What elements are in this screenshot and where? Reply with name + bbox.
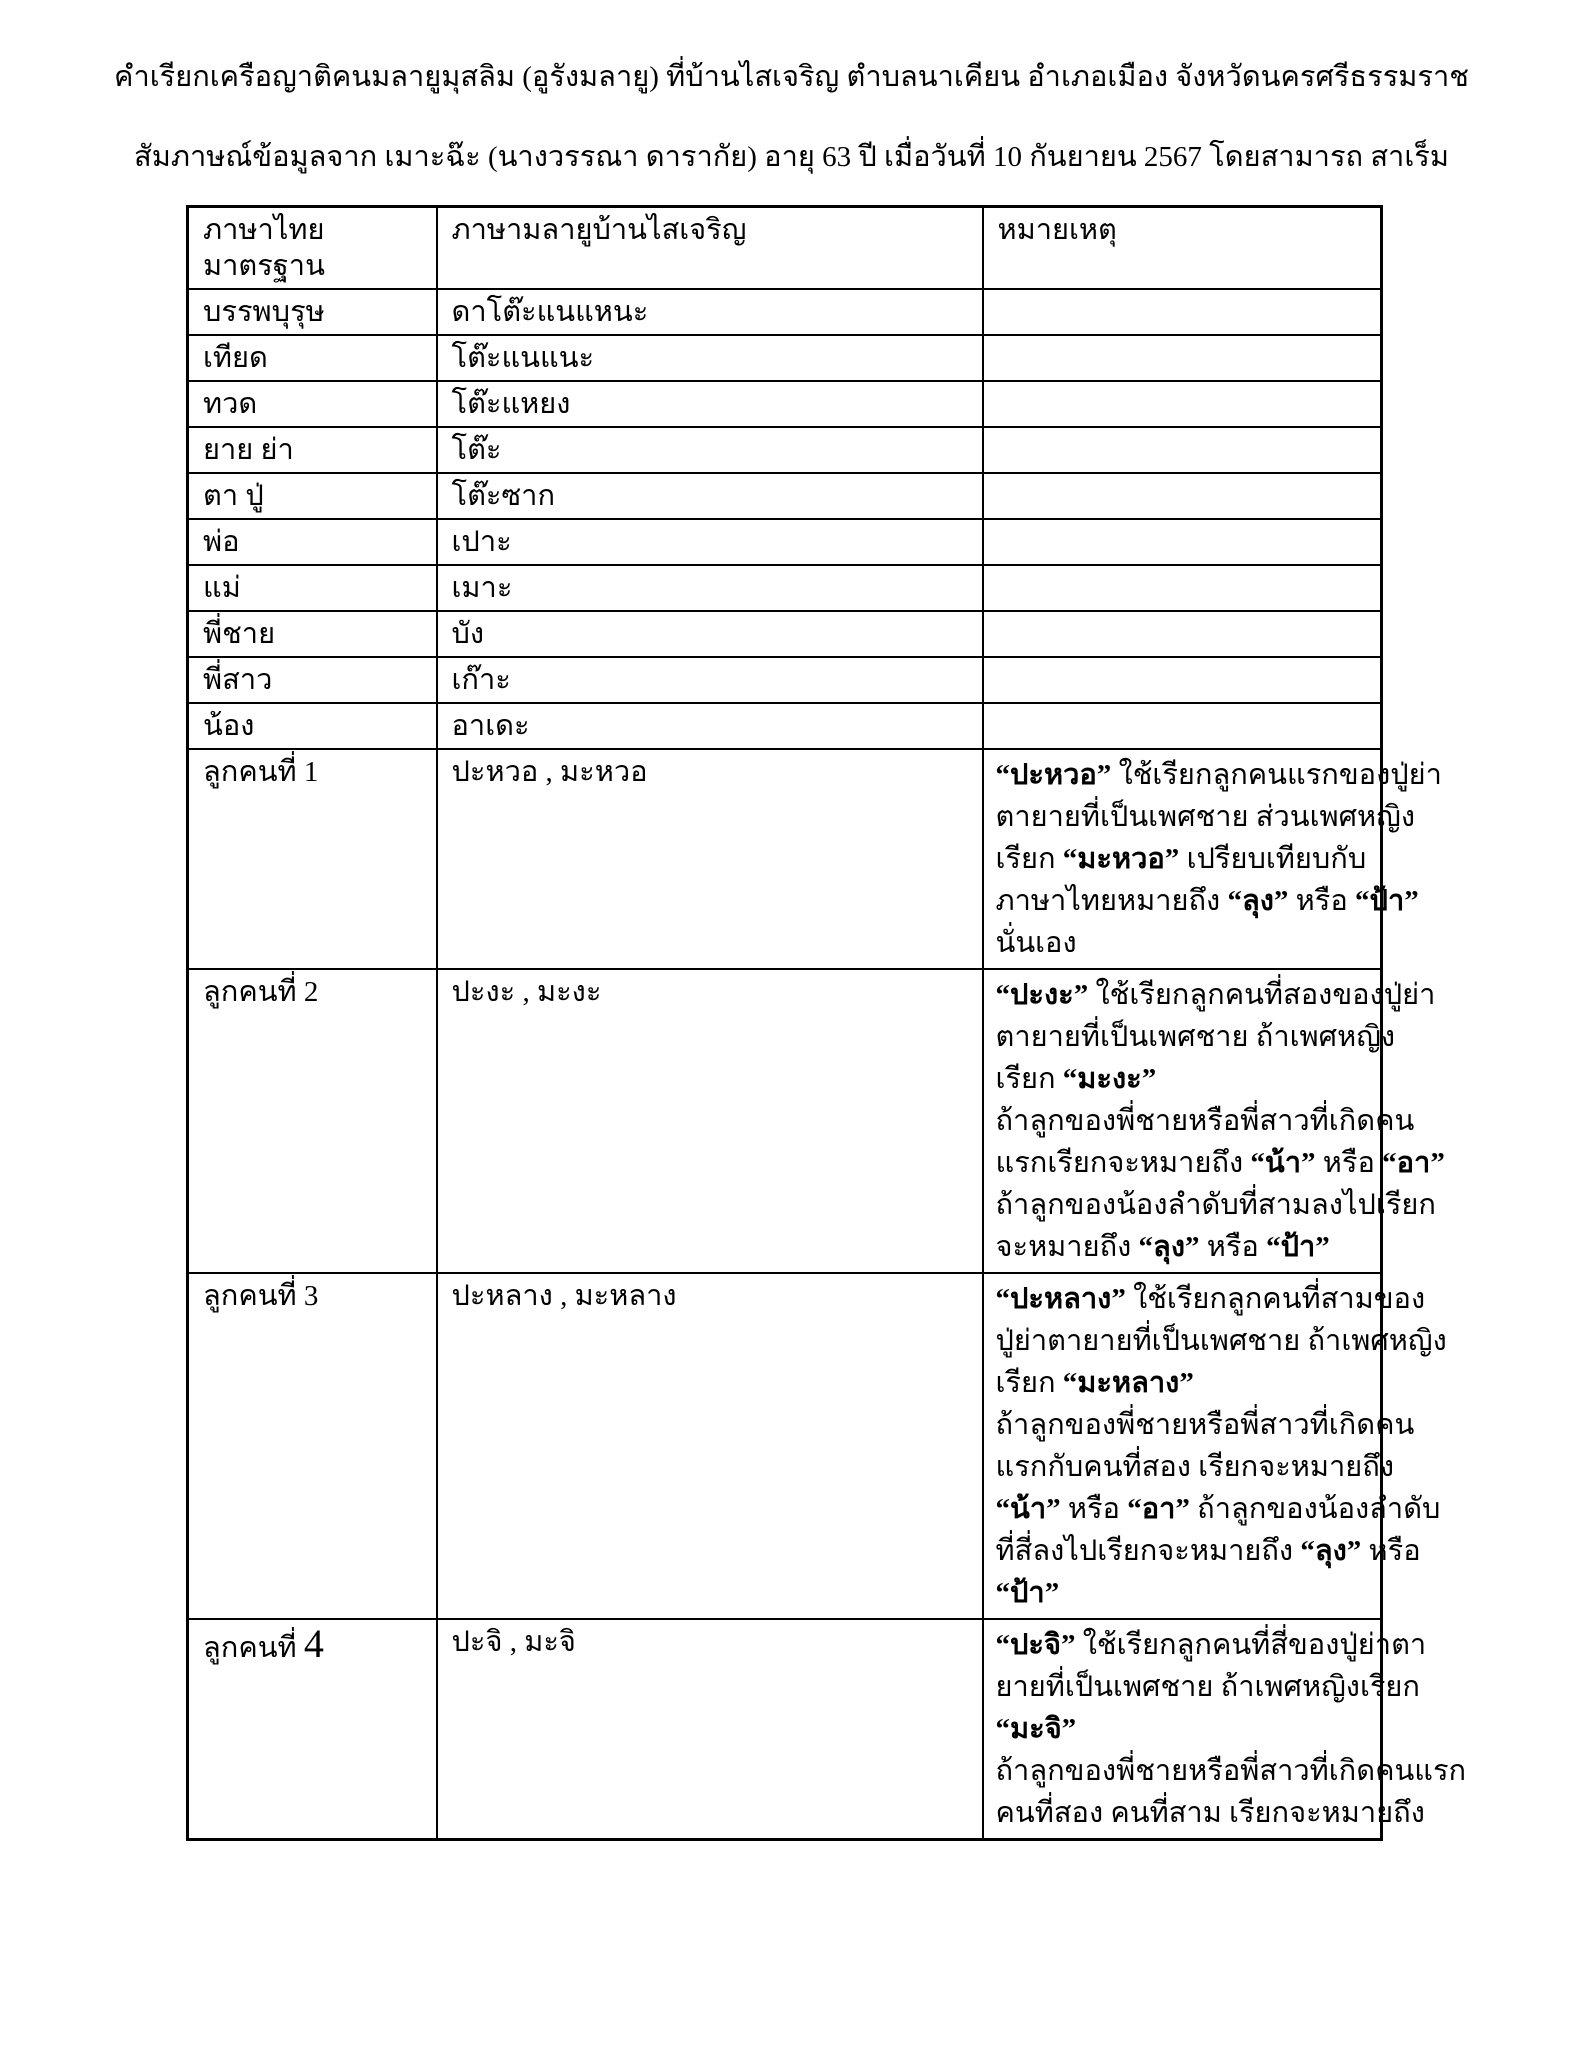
remark-cell: [983, 473, 1382, 519]
remark-line: “ป้า”: [995, 1577, 1060, 1609]
thai-kinship-term-cell: พ่อ: [188, 519, 437, 565]
thai-kinship-term-cell: แม่: [188, 565, 437, 611]
table-row: [188, 611, 1382, 657]
remark-line: แรกเรียกจะหมายถึง “น้า” หรือ “อา”: [995, 1147, 1445, 1179]
remark-line: “ปะหวอ” ใช้เรียกลูกคนแรกของปู่ย่า: [995, 759, 1442, 791]
remark-line: เรียก “มะหลาง”: [995, 1367, 1194, 1399]
table-row: [188, 1273, 1382, 1619]
remark-line: ถ้าลูกของน้องลำดับที่สามลงไปเรียก: [995, 1189, 1436, 1221]
remark-line: ยายที่เป็นเพศชาย ถ้าเพศหญิงเรียก: [995, 1671, 1420, 1703]
malay-kinship-term-cell: โต๊ะแหยง: [437, 381, 983, 427]
table-row: [188, 519, 1382, 565]
remark-cell: [983, 519, 1382, 565]
thai-kinship-term-cell: พี่ชาย: [188, 611, 437, 657]
remark-cell: [983, 969, 1445, 1273]
table-row: [188, 473, 1382, 519]
remark-line: แรกกับคนที่สอง เรียกจะหมายถึง: [995, 1451, 1394, 1483]
remark-cell: [983, 1619, 1467, 1840]
thai-kinship-term-cell: ลูกคนที่ 1: [188, 749, 437, 969]
table-row: [188, 427, 1382, 473]
remark-cell: [983, 703, 1382, 749]
remark-line: ปู่ย่าตายายที่เป็นเพศชาย ถ้าเพศหญิง: [995, 1325, 1447, 1357]
table-row: [188, 969, 1382, 1273]
remark-cell: [983, 427, 1382, 473]
malay-kinship-term-cell: เมาะ: [437, 565, 983, 611]
thai-kinship-term-cell: ยาย ย่า: [188, 427, 437, 473]
thai-kinship-term-cell: บรรพบุรุษ: [188, 289, 437, 335]
remark-line: เรียก “มะหวอ” เปรียบเทียบกับ: [995, 843, 1367, 875]
malay-kinship-term-cell: โต๊ะซาก: [437, 473, 983, 519]
table-row: [188, 381, 1382, 427]
thai-kinship-term-cell: น้อง: [188, 703, 437, 749]
malay-kinship-term-cell: โต๊ะ: [437, 427, 983, 473]
remark-cell: [983, 289, 1382, 335]
thai-kinship-term-cell: ลูกคนที่ 3: [188, 1273, 437, 1619]
remark-line: ถ้าลูกของพี่ชายหรือพี่สาวที่เกิดคน: [995, 1409, 1415, 1441]
document-title-line1: คำเรียกเครือญาติคนมลายูมุสลิม (อูรังมลายู) ที่บ้านไสเจริญ ตำบลนาเคียน อำเภอเมือง จังหวัดนครศรีธรรมราช: [114, 61, 1469, 93]
malay-kinship-term-cell: อาเดะ: [437, 703, 983, 749]
table-row: [188, 1619, 1382, 1840]
malay-kinship-term-cell: เปาะ: [437, 519, 983, 565]
malay-kinship-term-cell: ดาโต๊ะแนแหนะ: [437, 289, 983, 335]
kinship-terms-table: [186, 205, 1467, 1841]
remark-line: ที่สี่ลงไปเรียกจะหมายถึง “ลุง” หรือ: [995, 1535, 1421, 1567]
table-row: [188, 749, 1382, 969]
remark-line: นั่นเอง: [995, 927, 1077, 959]
table-row: [188, 565, 1382, 611]
malay-kinship-term-cell: ปะจิ , มะจิ: [437, 1619, 983, 1840]
thai-kinship-term-cell: เทียด: [188, 335, 437, 381]
thai-kinship-term-cell: พี่สาว: [188, 657, 437, 703]
thai-kinship-term-cell: ทวด: [188, 381, 437, 427]
remark-line: “ปะจิ” ใช้เรียกลูกคนที่สี่ของปู่ย่าตา: [995, 1629, 1427, 1661]
malay-kinship-term-cell: บัง: [437, 611, 983, 657]
remark-cell: [983, 381, 1382, 427]
remark-line: ตายายที่เป็นเพศชาย ส่วนเพศหญิง: [995, 801, 1416, 833]
header-remarks: หมายเหตุ: [983, 207, 1382, 290]
remark-cell: [983, 749, 1442, 969]
table-row: [188, 289, 1382, 335]
malay-kinship-term-cell: ปะหวอ , มะหวอ: [437, 749, 983, 969]
remark-cell: [983, 611, 1382, 657]
header-thai-standard: ภาษาไทยมาตรฐาน: [188, 207, 437, 290]
malay-kinship-term-cell: โต๊ะแนแนะ: [437, 335, 983, 381]
thai-kinship-term-cell: ลูกคนที่ 4: [188, 1619, 437, 1840]
remark-cell: [983, 335, 1382, 381]
table-row: [188, 657, 1382, 703]
table-row: [188, 335, 1382, 381]
remark-line: “ปะงะ” ใช้เรียกลูกคนที่สองของปู่ย่า: [995, 979, 1436, 1011]
remark-line: จะหมายถึง “ลุง” หรือ “ป้า”: [995, 1231, 1330, 1263]
remark-line: ถ้าลูกของพี่ชายหรือพี่สาวที่เกิดคนแรก: [995, 1755, 1467, 1787]
malay-kinship-term-cell: ปะหลาง , มะหลาง: [437, 1273, 983, 1619]
remark-line: “ปะหลาง” ใช้เรียกลูกคนที่สามของ: [995, 1283, 1426, 1315]
table-body: [188, 289, 1467, 1840]
remark-cell: [983, 565, 1382, 611]
table-header-row: [188, 207, 1382, 290]
remark-line: คนที่สอง คนที่สาม เรียกจะหมายถึง: [995, 1797, 1425, 1829]
remark-cell: [983, 1273, 1447, 1619]
remark-line: ถ้าลูกของพี่ชายหรือพี่สาวที่เกิดคน: [995, 1105, 1415, 1137]
row-label-large-digit: 4: [303, 1621, 324, 1666]
malay-kinship-term-cell: เก๊าะ: [437, 657, 983, 703]
remark-line: ภาษาไทยหมายถึง “ลุง” หรือ “ป้า”: [995, 885, 1419, 917]
header-malay-ban-saicharoen: ภาษามลายูบ้านไสเจริญ: [437, 207, 983, 290]
thai-kinship-term-cell: ตา ปู่: [188, 473, 437, 519]
remark-line: “น้า” หรือ “อา” ถ้าลูกของน้องลำดับ: [995, 1493, 1441, 1525]
remark-cell: [983, 657, 1382, 703]
remark-line: เรียก “มะงะ”: [995, 1063, 1157, 1095]
table-row: [188, 703, 1382, 749]
remark-line: “มะจิ”: [995, 1713, 1077, 1745]
document-title-line2: สัมภาษณ์ข้อมูลจาก เมาะฉ๊ะ (นางวรรณา ดารากัย) อายุ 63 ปี เมื่อวันที่ 10 กันยายน 2567 โดยสามารถ สาเร็ม: [134, 141, 1449, 173]
thai-kinship-term-cell: ลูกคนที่ 2: [188, 969, 437, 1273]
remark-line: ตายายที่เป็นเพศชาย ถ้าเพศหญิง: [995, 1021, 1396, 1053]
malay-kinship-term-cell: ปะงะ , มะงะ: [437, 969, 983, 1273]
